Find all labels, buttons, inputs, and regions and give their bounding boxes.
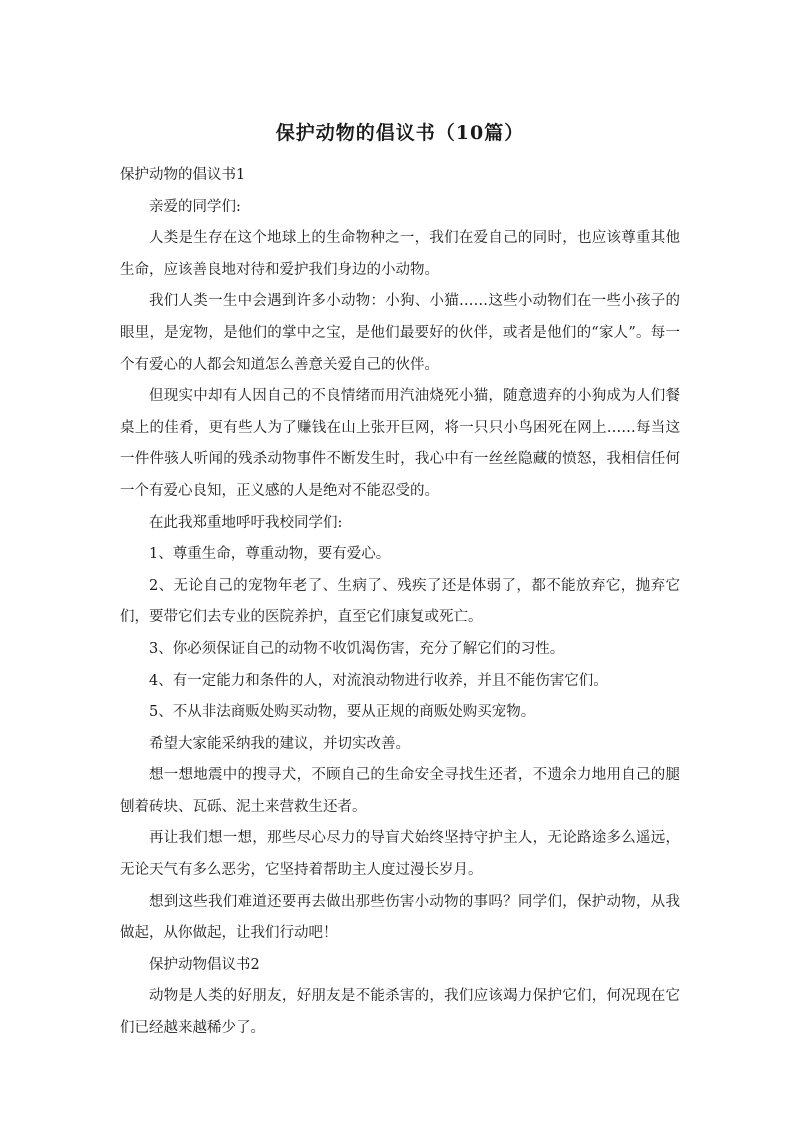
list-item: 3、你必须保证自己的动物不收饥渴伤害，充分了解它们的习性。 [149,640,565,657]
paragraph: 动物是人类的好朋友，好朋友是不能杀害的，我们应该竭力保护它们，何况现在它们已经越来越稀少了。 [120,988,680,1037]
document-body [120,160,680,1045]
paragraph: 在此我郑重地呼吁我校同学们: [149,514,343,531]
paragraph: 人类是生存在这个地球上的生命物种之一，我们在爱自己的同时，也应该尊重其他生命，应该善良地对待和爱护我们身边的小动物。 [120,230,680,278]
salutation: 亲爱的同学们: [149,198,241,215]
list-item: 5、不从非法商贩处购买动物，要从正规的商贩处购买宠物。 [149,704,536,721]
paragraph: 想到这些我们难道还要再去做出那些伤害小动物的事吗？同学们，保护动物，从我做起，从你做起，让我们行动吧！ [120,893,680,942]
paragraph: 想一想地震中的搜寻犬，不顾自己的生命安全寻找生还者，不遗余力地用自己的腿刨着砖块、瓦砾、泥土来营救生还者。 [120,767,680,815]
paragraph: 但现实中却有人因自己的不良情绪而用汽油烧死小猫，随意遗弃的小狗成为人们餐桌上的佳肴，更有些人为了赚钱在山上张开巨网，将一只只小鸟困死在网上……每当这一件件骇人听闻的残杀动物事件不断发生时，我心中有一丝丝隐藏的愤怒，我相信任何一个有爱心良知，正义感的人是绝对不能忍受的。 [120,388,680,499]
section-heading-2: 保护动物倡议书2 [149,956,260,973]
paragraph: 我们人类一生中会遇到许多小动物：小狗、小猫……这些小动物们在一些小孩子的眼里，是宠物，是他们的掌中之宝，是他们最要好的伙伴，或者是他们的“家人”。每一个有爱心的人都会知道怎么善意关爱自己的伙伴。 [120,293,680,373]
list-item: 1、尊重生命，尊重动物，要有爱心。 [149,546,391,563]
list-item: 2、无论自己的宠物年老了、生病了、残疾了还是体弱了，都不能放弃它，抛弃它们，要带它们去专业的医院养护，直至它们康复或死亡。 [120,577,680,626]
paragraph: 再让我们想一想，那些尽心尽力的导盲犬始终坚持守护主人，无论路途多么遥远，无论天气有多么恶劣，它坚持着帮助主人度过漫长岁月。 [120,830,680,879]
document-title: 保护动物的倡议书（10篇） [275,122,525,144]
paragraph: 希望大家能采纳我的建议，并切实改善。 [149,735,410,752]
list-item: 4、有一定能力和条件的人，对流浪动物进行收养，并且不能伤害它们。 [149,672,608,689]
section-heading-1: 保护动物的倡议书1 [120,167,246,183]
